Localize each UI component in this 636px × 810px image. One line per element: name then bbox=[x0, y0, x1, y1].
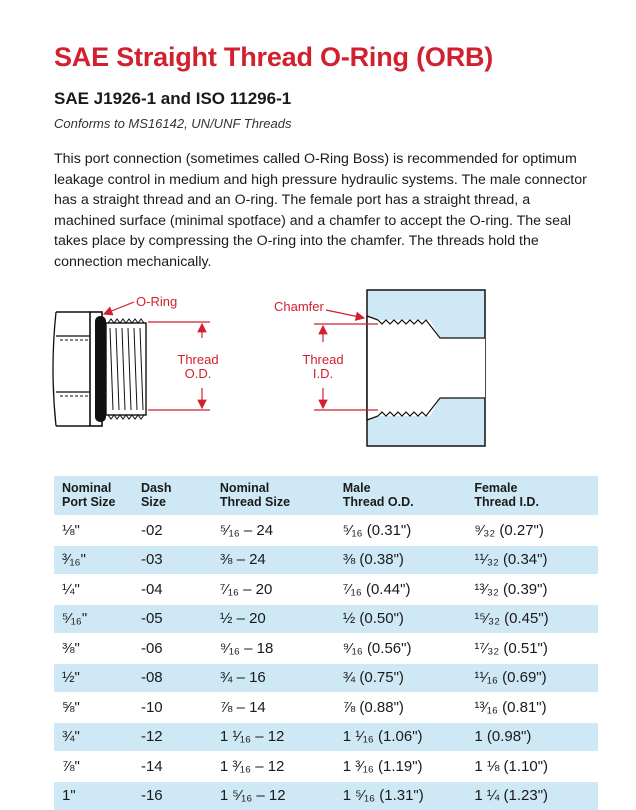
cell-female-id: 1 ¼ (1.23") bbox=[466, 781, 598, 810]
cell-dash-size: -02 bbox=[133, 516, 212, 546]
description-paragraph: This port connection (sometimes called O-Ring Boss) is recommended for optimum leakage control in medium and high pressure hydraulic systems. The male connector has a straight thread and an O-ring. The female port has a straight thread, a machined surface (minimal spotface) and a chamfer to accept the O-ring. The seal takes place by compressing the O-ring into the chamfer. The threads hold the connection mechanically. bbox=[54, 151, 587, 270]
cell-female-id: 1 ⅛ (1.10") bbox=[466, 752, 598, 782]
cell-port-size: ⅛" bbox=[54, 516, 133, 546]
cell-port-size: ⅞" bbox=[54, 752, 133, 782]
cell-port-size: ⅝" bbox=[54, 693, 133, 723]
cell-male-od: ⅜ (0.38") bbox=[335, 545, 467, 575]
conforms-note: Conforms to MS16142, UN/UNF Threads bbox=[54, 116, 292, 131]
thread-od-label-line2: O.D. bbox=[184, 366, 212, 381]
cell-female-id: ¹³⁄₃₂ (0.39") bbox=[466, 575, 598, 605]
cell-thread-size: ½ – 20 bbox=[212, 604, 335, 634]
cell-dash-size: -05 bbox=[133, 604, 212, 634]
cell-male-od: ⅞ (0.88") bbox=[335, 693, 467, 723]
thread-id-label-line2: I.D. bbox=[312, 366, 334, 381]
cell-port-size: ⅜" bbox=[54, 634, 133, 664]
cell-male-od: 1 ¹⁄₁₆ (1.06") bbox=[335, 722, 467, 752]
cell-male-od: 1 ³⁄₁₆ (1.19") bbox=[335, 752, 467, 782]
cell-thread-size: ⁵⁄₁₆ – 24 bbox=[212, 516, 335, 546]
header-dash-size: Dash Size bbox=[133, 476, 212, 516]
cell-male-od: 1 ⁵⁄₁₆ (1.31") bbox=[335, 781, 467, 810]
male-connector-drawing bbox=[53, 312, 146, 426]
cell-male-od: ⁹⁄₁₆ (0.56") bbox=[335, 634, 467, 664]
cell-thread-size: ¾ – 16 bbox=[212, 663, 335, 693]
cell-thread-size: 1 ¹⁄₁₆ – 12 bbox=[212, 722, 335, 752]
cell-dash-size: -04 bbox=[133, 575, 212, 605]
table-row bbox=[54, 604, 598, 634]
standards-subtitle: SAE J1926-1 and ISO 11296-1 bbox=[54, 89, 292, 108]
cell-male-od: ⁷⁄₁₆ (0.44") bbox=[335, 575, 467, 605]
header-female-thread-id: Female Thread I.D. bbox=[466, 476, 598, 516]
cell-port-size: ¾" bbox=[54, 722, 133, 752]
cell-thread-size: ⅜ – 24 bbox=[212, 545, 335, 575]
cell-male-od: ¾ (0.75") bbox=[335, 663, 467, 693]
cell-thread-size: ⅞ – 14 bbox=[212, 693, 335, 723]
cell-male-od: ½ (0.50") bbox=[335, 604, 467, 634]
table-row bbox=[54, 545, 598, 575]
thread-id-label-line1: Thread bbox=[302, 352, 344, 367]
cell-male-od: ⁵⁄₁₆ (0.31") bbox=[335, 516, 467, 546]
cell-port-size: ³⁄₁₆" bbox=[54, 545, 133, 575]
cell-port-size: ½" bbox=[54, 663, 133, 693]
cell-dash-size: -08 bbox=[133, 663, 212, 693]
table-row bbox=[54, 575, 598, 605]
cell-female-id: ¹¹⁄₃₂ (0.34") bbox=[466, 545, 598, 575]
header-male-thread-od: Male Thread O.D. bbox=[335, 476, 467, 516]
cell-dash-size: -12 bbox=[133, 722, 212, 752]
cell-dash-size: -03 bbox=[133, 545, 212, 575]
header-nominal-thread-size: Nominal Thread Size bbox=[212, 476, 335, 516]
table-row bbox=[54, 781, 598, 810]
header-nominal-port-size: Nominal Port Size bbox=[54, 476, 133, 516]
cell-female-id: 1 (0.98") bbox=[466, 722, 598, 752]
cell-thread-size: 1 ³⁄₁₆ – 12 bbox=[212, 752, 335, 782]
cell-female-id: ¹⁵⁄₃₂ (0.45") bbox=[466, 604, 598, 634]
cell-dash-size: -06 bbox=[133, 634, 212, 664]
table-row bbox=[54, 663, 598, 693]
chamfer-label: Chamfer bbox=[274, 299, 324, 314]
table-row bbox=[54, 722, 598, 752]
port-size-table bbox=[54, 476, 598, 810]
cell-port-size: ¼" bbox=[54, 575, 133, 605]
page-title: SAE Straight Thread O-Ring (ORB) bbox=[54, 42, 494, 72]
cell-female-id: ¹¹⁄₁₆ (0.69") bbox=[466, 663, 598, 693]
cell-thread-size: ⁹⁄₁₆ – 18 bbox=[212, 634, 335, 664]
oring-label: O-Ring bbox=[136, 294, 178, 309]
cell-thread-size: ⁷⁄₁₆ – 20 bbox=[212, 575, 335, 605]
cell-port-size: ⁵⁄₁₆" bbox=[54, 604, 133, 634]
cell-dash-size: -10 bbox=[133, 693, 212, 723]
table-row bbox=[54, 752, 598, 782]
table-row bbox=[54, 693, 598, 723]
cell-dash-size: -14 bbox=[133, 752, 212, 782]
cell-dash-size: -16 bbox=[133, 781, 212, 810]
table-row bbox=[54, 516, 598, 546]
port-diagram bbox=[0, 278, 636, 458]
cell-female-id: ¹³⁄₁₆ (0.81") bbox=[466, 693, 598, 723]
table-header-row bbox=[54, 476, 598, 516]
cell-female-id: ⁹⁄₃₂ (0.27") bbox=[466, 516, 598, 546]
cell-female-id: ¹⁷⁄₃₂ (0.51") bbox=[466, 634, 598, 664]
cell-thread-size: 1 ⁵⁄₁₆ – 12 bbox=[212, 781, 335, 810]
thread-od-label-line1: Thread bbox=[177, 352, 219, 367]
table-row bbox=[54, 634, 598, 664]
cell-port-size: 1" bbox=[54, 781, 133, 810]
female-port-drawing bbox=[367, 290, 485, 446]
